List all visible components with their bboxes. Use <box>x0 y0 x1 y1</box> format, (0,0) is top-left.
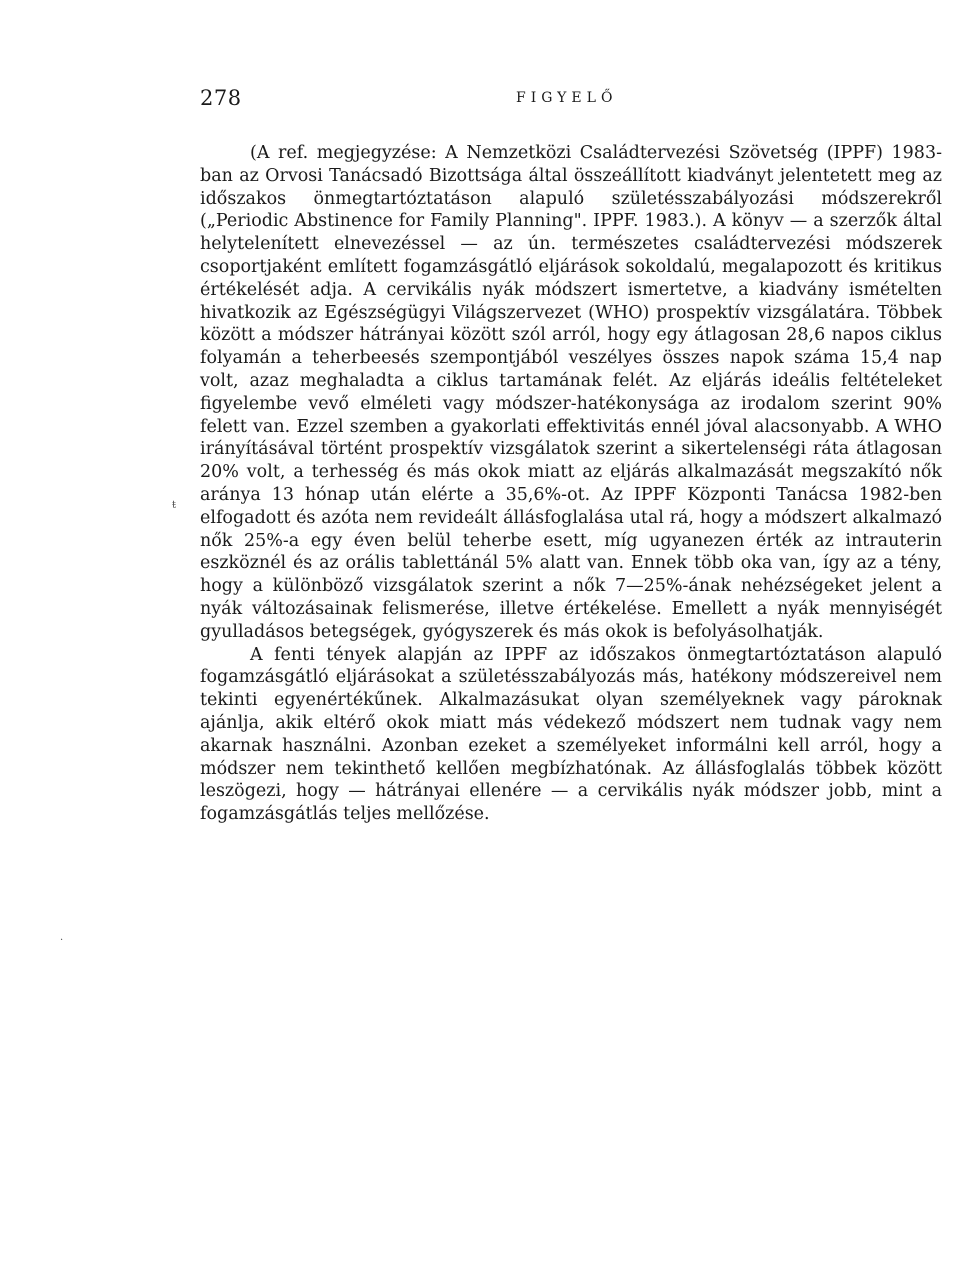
article-body <box>200 142 942 826</box>
page-number: 278 <box>200 86 242 110</box>
paragraph-2: A fenti tények alapján az IPPF az időszakos önmegtartóztatáson alapuló fogamzásgátló eljárásokat a születésszabályozás más, hatékony módszereivel nem tekinti egyenértékűnek. Alkalmazásukat olyan személyeknek vagy pároknak ajánlja, akik eltérő okok miatt más védekező módszert nem tudnak vagy nem akarnak használni. Azonban ezeket a személyeket informálni kell arról, hogy a módszer nem tekinthető kellően megbízhatónak. Az állásfoglalás többek között leszögezi, hogy — hátrányai ellenére — a cervikális nyák módszer jobb, mint a fogamzásgátlás teljes mellőzése. <box>200 644 942 825</box>
paragraph-1: (A ref. megjegyzése: A Nemzetközi Családtervezési Szövetség (IPPF) 1983-ban az Orvosi Tanácsadó Bizottsága által összeállított kiadványt jelentetett meg az időszakos önmegtartóztatáson alapuló születésszabályozási módszerekről („Periodic Abstinence for Family Planning". IPPF. 1983.). A könyv — a szerzők által helytelenített elnevezéssel — az ún. természetes családtervezési módszerek csoportjaként említett fogamzásgátló eljárások sokoldalú, megalapozott és kritikus értékelését adja. A cervikális nyák módszert ismertetve, a kiadvány ismételten hivatkozik az Egészségügyi Világszervezet (WHO) prospektív vizsgálatára. Többek között a módszer hátrányai között szól arról, hogy egy átlagosan 28,6 napos ciklus folyamán a teherbeesés szempontjából veszélyes összes napok száma 15,4 nap volt, azaz meghaladta a ciklus tartamának felét. Az eljárás ideális feltételeket figyelembe vevő elméleti vagy módszer-hatékonysága az irodalom szerint 90% felett van. Ezzel szemben a gyakorlati effektivitás ennél jóval alacsonyabb. A WHO irányításával történt prospektív vizsgálatok szerint a sikertelenségi ráta átlagosan 20% volt, a terhesség és más okok miatt az eljárás alkalmazását megszakító nők aránya 13 hónap után elérte a 35,6%-ot. Az IPPF Központi Tanácsa 1982-ben elfogadott és azóta nem revideált állásfoglalása utal rá, hogy a módszert alkalmazó nők 25%-a egy éven belül teherbe esett, míg ugyanezen érték az intrauterin eszköznél és az orális tablettánál 5% alatt van. Ennek több oka van, így az a tény, hogy a különböző vizsgálatok szerint a nők 7—25%-ának nehézségeket jelent a nyák változásainak felismerése, illetve értékelése. Emellett a nyák mennyiségét gyulladásos betegségek, gyógyszerek és más okok is befolyásolhatják. <box>200 143 942 642</box>
margin-mark: ŧ <box>172 500 177 511</box>
margin-mark: · <box>60 935 64 946</box>
running-head: FIGYELŐ <box>516 90 618 106</box>
